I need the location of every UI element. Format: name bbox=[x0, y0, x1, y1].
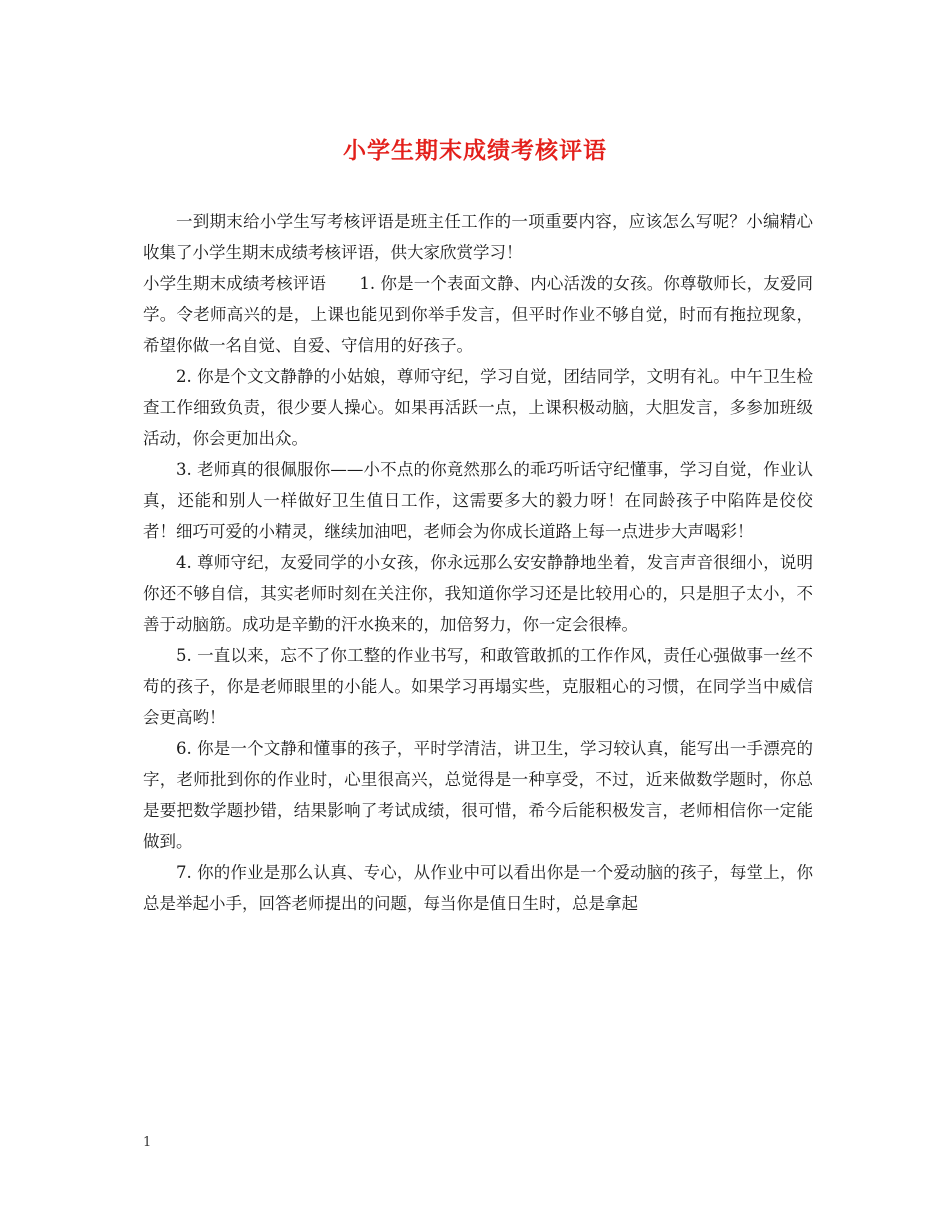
document-title: 小学生期末成绩考核评语 bbox=[343, 137, 607, 164]
comment-paragraph: 6. 你是一个文静和懂事的孩子，平时学清洁，讲卫生，学习较认真，能写出一手漂亮的字，老师批到你的作业时，心里很高兴，总觉得是一种享受，不过，近来做数学题时，你总是要把数学题抄错，结果影响了考试成绩，很可惜，希今后能积极发言，老师相信你一定能做到。 bbox=[143, 739, 813, 851]
intro-paragraph: 一到期末给小学生写考核评语是班主任工作的一项重要内容，应该怎么写呢？小编精心收集了小学生期末成绩考核评语，供大家欣赏学习！ bbox=[143, 212, 813, 262]
comment-paragraph: 3. 老师真的很佩服你——小不点的你竟然那么的乖巧听话守纪懂事，学习自觉，作业认真，还能和别人一样做好卫生值日工作，这需要多大的毅力呀！在同龄孩子中陷阵是佼佼者！细巧可爱的小精灵，继续加油吧，老师会为你成长道路上每一点进步大声喝彩！ bbox=[143, 460, 813, 541]
comment-paragraph: 4. 尊师守纪，友爱同学的小女孩，你永远那么安安静静地坐着，发言声音很细小，说明你还不够自信，其实老师时刻在关注你，我知道你学习还是比较用心的，只是胆子太小，不善于动脑筋。成功是辛勤的汗水换来的，加倍努力，你一定会很棒。 bbox=[143, 553, 813, 634]
document-body bbox=[143, 206, 813, 919]
comment-paragraph: 7. 你的作业是那么认真、专心，从作业中可以看出你是一个爱动脑的孩子，每堂上，你总是举起小手，回答老师提出的问题，每当你是值日生时，总是拿起 bbox=[143, 863, 813, 913]
comment-paragraph: 2. 你是个文文静静的小姑娘，尊师守纪，学习自觉，团结同学，文明有礼。中午卫生检查工作细致负责，很少要人操心。如果再活跃一点，上课积极动脑，大胆发言，多参加班级活动，你会更加出众。 bbox=[143, 367, 813, 448]
section-heading-paragraph: 小学生期末成绩考核评语 1. 你是一个表面文静、内心活泼的女孩。你尊敬师长，友爱同学。令老师高兴的是，上课也能见到你举手发言，但平时作业不够自觉，时而有拖拉现象，希望你做一名自觉、自爱、守信用的好孩子。 bbox=[143, 274, 813, 355]
page-number: 1 bbox=[143, 1135, 152, 1150]
comment-paragraph: 5. 一直以来，忘不了你工整的作业书写，和敢管敢抓的工作作风，责任心强做事一丝不苟的孩子，你是老师眼里的小能人。如果学习再塌实些，克服粗心的习惯，在同学当中威信会更高哟！ bbox=[143, 646, 813, 727]
